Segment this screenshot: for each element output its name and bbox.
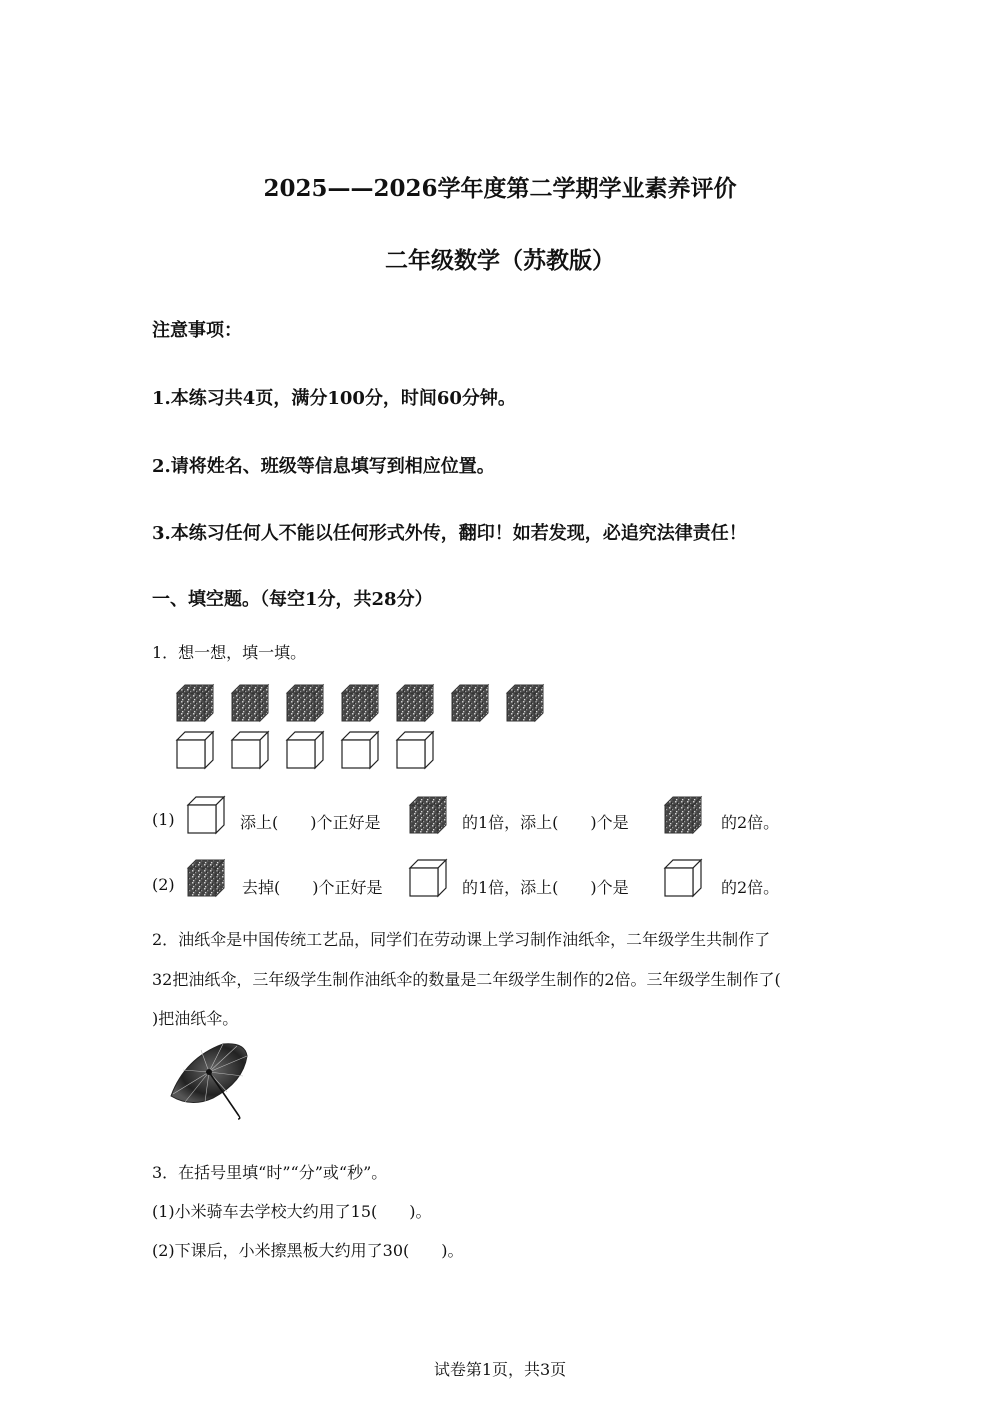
empty-cube-icon	[663, 858, 703, 898]
part-1-number: (1)	[152, 810, 175, 829]
question-3-stem: 3．在括号里填“时”“分”或“秒”。	[152, 1163, 388, 1182]
filled-cube-icon	[408, 795, 448, 835]
empty-cube-icon	[340, 730, 380, 770]
question-2-line: 32把油纸伞，三年级学生制作油纸伞的数量是二年级学生制作的2倍。三年级学生制作了(	[152, 970, 781, 989]
filled-cube-icon	[450, 683, 490, 723]
question-3-item: (2)下课后，小米擦黑板大约用了30( )。	[152, 1241, 464, 1260]
empty-cube-icon	[186, 795, 226, 835]
filled-cube-icon	[395, 683, 435, 723]
part-1-text-c: 的2倍。	[721, 813, 780, 832]
page-subtitle: 二年级数学（苏教版）	[385, 247, 615, 274]
umbrella-icon	[165, 1038, 255, 1120]
filled-cube-icon	[505, 683, 545, 723]
question-2-line: )把油纸伞。	[152, 1009, 239, 1028]
note-item: 2.请将姓名、班级等信息填写到相应位置。	[152, 456, 495, 477]
note-item: 1.本练习共4页，满分100分，时间60分钟。	[152, 388, 516, 409]
section-heading: 一、填空题。（每空1分，共28分）	[152, 589, 433, 610]
filled-cube-icon	[230, 683, 270, 723]
page-title: 2025——2026学年度第二学期学业素养评价	[263, 175, 737, 202]
notes-heading: 注意事项：	[152, 320, 242, 341]
part-2-number: (2)	[152, 875, 175, 894]
filled-cube-icon	[663, 795, 703, 835]
part-1-text-b: 的1倍，添上( )个是	[462, 813, 629, 832]
empty-cube-icon	[395, 730, 435, 770]
filled-cube-icon	[186, 858, 226, 898]
note-item: 3.本练习任何人不能以任何形式外传，翻印！如若发现，必追究法律责任！	[152, 523, 747, 544]
question-2-line: 2．油纸伞是中国传统工艺品，同学们在劳动课上学习制作油纸伞，二年级学生共制作了	[152, 930, 771, 949]
empty-cube-icon	[175, 730, 215, 770]
page-footer: 试卷第1页，共3页	[433, 1360, 567, 1379]
part-2-text-b: 的1倍，添上( )个是	[462, 878, 629, 897]
filled-cube-icon	[175, 683, 215, 723]
question-3-item: (1)小米骑车去学校大约用了15( )。	[152, 1202, 432, 1221]
part-1-text-a: 添上( )个正好是	[240, 813, 381, 832]
filled-cube-icon	[340, 683, 380, 723]
empty-cube-icon	[285, 730, 325, 770]
part-2-text-c: 的2倍。	[721, 878, 780, 897]
empty-cube-icon	[408, 858, 448, 898]
part-2-text-a: 去掉( )个正好是	[242, 878, 383, 897]
empty-cube-icon	[230, 730, 270, 770]
question-1-stem: 1．想一想，填一填。	[152, 643, 307, 662]
filled-cube-icon	[285, 683, 325, 723]
